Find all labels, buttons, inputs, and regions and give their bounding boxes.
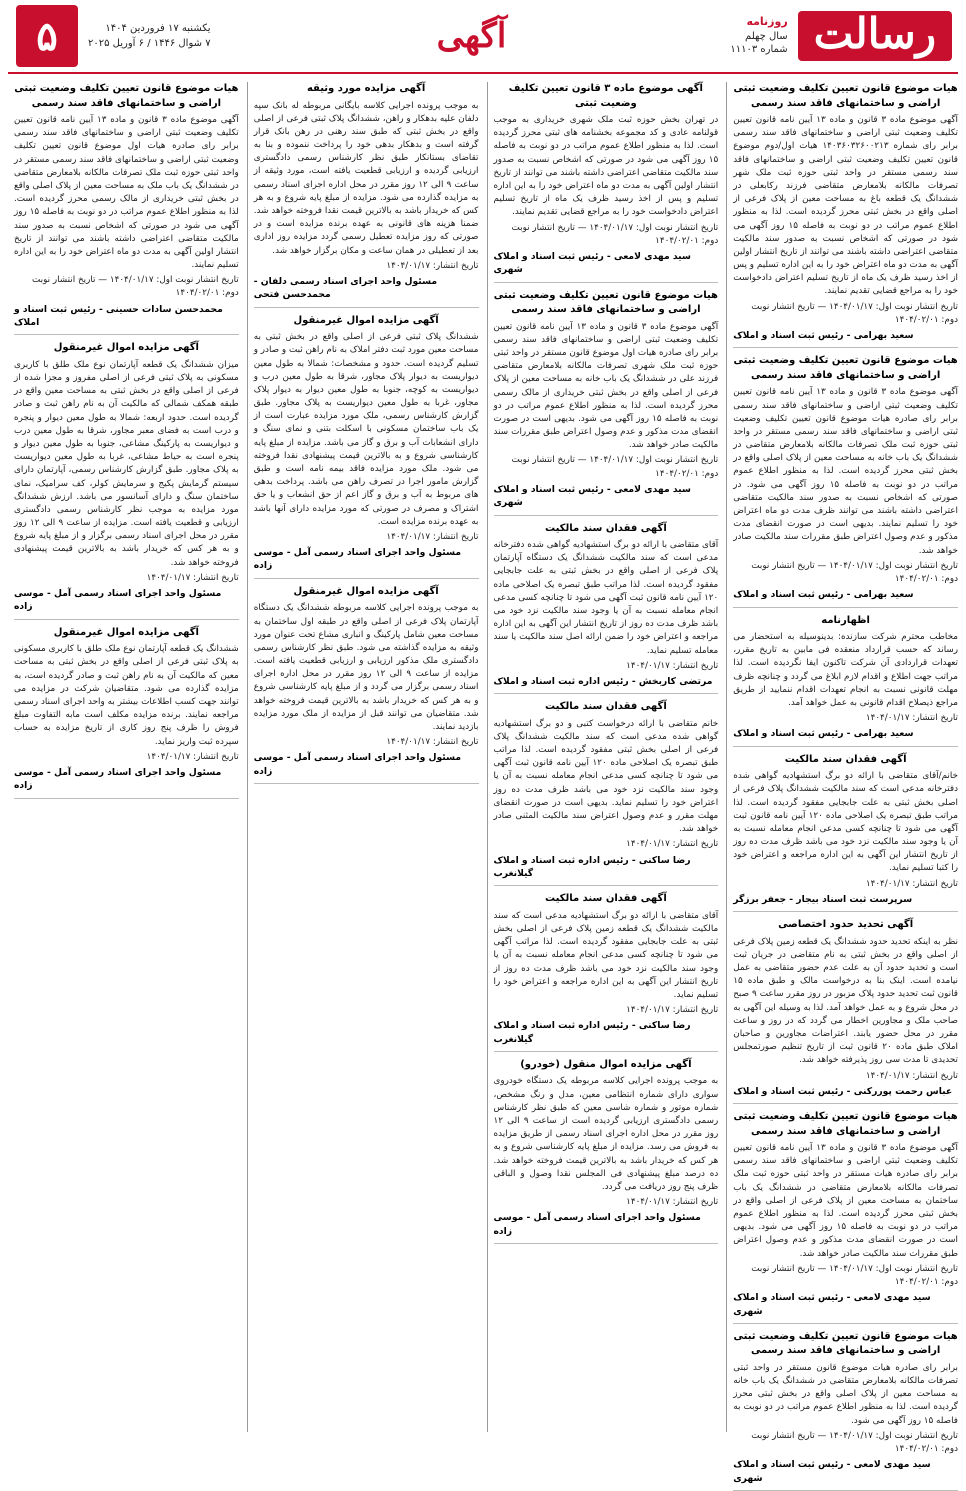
date-lines bbox=[88, 21, 211, 51]
notice-dates: تاریخ انتشار: ۱۴۰۴/۰۱/۱۷ bbox=[865, 1070, 958, 1081]
notice-dates: تاریخ انتشار نوبت اول: ۱۴۰۴/۰۱/۱۷ — تاریخ انتشار نوبت دوم: ۱۴۰۴/۰۲/۰۱ bbox=[511, 455, 719, 479]
notice-dates: تاریخ انتشار: ۱۴۰۴/۰۱/۱۷ bbox=[146, 751, 239, 762]
notice bbox=[733, 354, 958, 607]
notice-dates: تاریخ انتشار: ۱۴۰۴/۰۱/۱۷ bbox=[626, 1197, 719, 1208]
notice-body: به موجب پرونده اجرایی کلاسه مربوطه ششدانگ یک دستگاه آپارتمان پلاک فرعی از اصلی واقع در طبقه اول ساختمان به مساحت معین شامل پارکینگ و انباری مشاع تحت عنوان مورد وثیقه به مزایده گذاشته می شود. طبق نظر کارشناس رسمی دادگستری ملک مذکور ارزیابی و ارزیابی قطعیت یافته است. مزایده از ساعت ۹ الی ۱۲ روز مقرر در محل اداره اجرای اسناد رسمی برگزار می گردد و از مبلغ پایه کارشناسی شروع و به هر کس که خریدار باشد به بالاترین قیمت فروخته خواهد شد. متقاضیان می توانند قبل از مزایده از ملک مورد مزایده بازدید نمایند. bbox=[253, 603, 479, 732]
notice-signature: رضا ساکنی - رئیس اداره ثبت اسناد و املاک گیلانغرب bbox=[493, 1020, 691, 1045]
notice-dates: تاریخ انتشار: ۱۴۰۴/۰۱/۱۷ bbox=[146, 572, 239, 583]
notice-signature: سعید بهرامی - رئیس ثبت اسناد و املاک bbox=[733, 728, 914, 740]
notice bbox=[14, 82, 239, 335]
notice-signature: سید مهدی لامعی - رئیس ثبت اسناد و املاک شهری bbox=[733, 1459, 931, 1484]
notice-title: آگهی مزایده مورد وثیقه bbox=[306, 83, 426, 94]
notice bbox=[733, 918, 958, 1104]
notice-body: آگهی موضوع ماده ۳ قانون و ماده ۱۳ آیین نامه قانون تعیین تکلیف وضعیت ثبتی اراضی و ساختمانهای فاقد سند رسمی برابر رای صادره هیات اول موضوع قانون مستقر در واحد ثبتی حوزه ثبت ملک شهری تصرفات مالکانه بلامعارض متقاضی فرزند علی در ششدانگ یک باب خانه به مساحت معین از پلاک فرعی از اصلی واقع در بخش ثبتی خریداری از مالک رسمی محرز گردیده است. لذا به منظور اطلاع عموم مراتب در دو نوبت به فاصله ۱۵ روز آگهی می شود. بدیهی است در صورت انقضای مدت مذکور و عدم وصول اعتراض طبق مقررات سند مالکیت صادر خواهد شد. bbox=[493, 321, 719, 451]
ad-column bbox=[487, 82, 719, 1432]
notice bbox=[733, 1110, 958, 1324]
section-title: آگهی bbox=[436, 16, 507, 56]
notice-dates: تاریخ انتشار: ۱۴۰۴/۰۱/۱۷ bbox=[626, 839, 719, 850]
notice-body: به موجب پرونده اجرایی کلاسه بایگانی مربوطه له بانک سپه دلفان علیه بدهکار و راهن، ششدانگ پلاک ثبتی فرعی از اصلی واقع در بخش ثبتی که طبق سند رهنی در رهن بانک قرار گرفته است و بدهکار بدهی خود را پرداخت ننموده و بنا به تقاضای بستانکار طبق نظر کارشناس رسمی دادگستری ارزیابی گردیده و ارزیابی قطعیت یافته است، مورد وثیقه از ساعت ۹ الی ۱۲ روز مقرر در محل اداره اجرای اسناد رسمی به مزایده گذارده می شود. مزایده از مبلغ پایه شروع و به هر کس که خریدار باشد به بالاترین قیمت نقدا فروخته خواهد شد. ضمنا هزینه های قانونی به عهده برنده مزایده است و در صورتی که روز مزایده تعطیل رسمی گردد مزایده روز اداری بعد از تعطیلی در همان ساعت و مکان برگزار خواهد شد. bbox=[253, 100, 479, 256]
notice bbox=[254, 82, 479, 308]
notice-title: آگهی فقدان سند مالکیت bbox=[544, 522, 667, 534]
notice-dates: تاریخ انتشار نوبت اول: ۱۴۰۴/۰۱/۱۷ — تاریخ انتشار نوبت دوم: ۱۴۰۴/۰۲/۰۱ bbox=[751, 1263, 958, 1287]
notice-title: هیات موضوع قانون تعیین تکلیف وضعیت ثبتی اراضی و ساختمانهای فاقد سند رسمی bbox=[733, 83, 958, 109]
notice-body: میزان ششدانگ یک قطعه آپارتمان نوع ملک طلق با کاربری مسکونی به پلاک ثبتی فرعی از اصلی مفروز و مجزا شده از فرعی از اصلی واقع در بخش ثبتی به مساحت معین واقع در طبقه همکف شمالی که مالکیت آن به نام راهن ثبت و صادر گردیده است. حدود اربعه: شمالا به طول معین دیوار و پنجره و درب است به فضای معبر مجاور، شرقا به طول معین درب و دیواریست به پارکینگ مشاعی، جنوبا به طول معین دیوار و پنجره است به حیاط مشاعی، غربا به طول معین دیواریست به پلاک مجاور. طبق گزارش کارشناس رسمی، آپارتمان دارای سیستم گرمایش پکیج و سرمایش کولر، کف سرامیک، نمای ساختمان سنگ و دارای آسانسور می باشد. ارزش ششدانگ مورد مزایده به موجب نظر کارشناس رسمی دادگستری ارزیابی و قطعیت یافته است. مزایده از ساعت ۹ الی ۱۲ روز مقرر در محل اجرای اسناد رسمی برگزار و از مبلغ پایه شروع و به هر کس که خریدار باشد به بالاترین قیمت پیشنهادی فروخته خواهد شد. bbox=[14, 359, 239, 568]
notice-title: آگهی مزایده اموال غیرمنقول bbox=[293, 585, 439, 597]
notice-title: آگهی فقدان سند مالکیت bbox=[544, 893, 667, 905]
notice-title: آگهی مزایده اموال منقول (خودرو) bbox=[520, 1058, 692, 1070]
notice bbox=[733, 82, 958, 348]
notice-title: هیات موضوع قانون تعیین تکلیف وضعیت ثبتی اراضی و ساختمانهای فاقد سند رسمی bbox=[733, 1111, 958, 1137]
notice-body: آگهی موضوع ماده ۳ قانون و ماده ۱۳ آیین نامه قانون تعیین تکلیف وضعیت ثبتی اراضی و ساختمانهای فاقد سند رسمی برابر رای صادره هیات مستقر در واحد ثبتی حوزه ثبت ملک تصرفات مالکانه بلامعارض متقاضی در ششدانگ یک باب ساختمان به مساحت معین از پلاک فرعی از اصلی واقع در بخش ثبتی محرز گردیده است. لذا به منظور اطلاع عموم مراتب در دو نوبت به فاصله ۱۵ روز آگهی می شود. بدیهی است در صورت انقضای مدت مذکور و عدم وصول اعتراض طبق مقررات سند مالکیت صادر خواهد شد. bbox=[733, 1143, 958, 1259]
notice-title: هیات موضوع قانون تعیین تکلیف وضعیت ثبتی اراضی و ساختمانهای فاقد سند رسمی bbox=[733, 1330, 958, 1357]
notice-body: در تهران بخش حوزه ثبت ملک شهری خریداری به موجب قولنامه عادی و کد مجموعه بخشنامه های ثبتی محرز گردیده است. لذا به منظور اطلاع عموم مراتب در دو نوبت به فاصله ۱۵ روز آگهی می شود در صورتی که اشخاص نسبت به صدور سند مالکیت متقاضی اعتراضی داشته باشند می توانند از تاریخ انتشار اولین آگهی به مدت دو ماه اعتراض خود را به این اداره تسلیم و پس از اخذ رسید ظرف یک ماه از تاریخ تسلیم اعتراض دادخواست خود را به مراجع قضایی تقدیم نمایند. bbox=[493, 115, 719, 218]
notice-signature: مسئول واحد اجرای اسناد رسمی آمل - موسی زاده bbox=[253, 752, 462, 777]
notice-body: آقای متقاضی با ارائه دو برگ استشهادیه گواهی شده دفترخانه مدعی است که سند مالکیت ششدانگ یک دستگاه آپارتمان پلاک فرعی از اصلی واقع در بخش ثبتی به علت جابجایی مفقود گردیده است. لذا مراتب طبق تبصره یک اصلاحی ماده ۱۲۰ آیین نامه قانون ثبت آگهی می شود تا چنانچه کسی مدعی انجام معامله نسبت به آن یا وجود سند مالکیت نزد خود می باشد ظرف مدت ده روز از تاریخ انتشار این آگهی به این اداره مراجعه و اعتراض خود را ضمن ارائه اصل سند مالکیت یا سند معامله تسلیم نماید. bbox=[493, 540, 719, 656]
brand-block bbox=[724, 0, 958, 72]
notice-body: مخاطب محترم شرکت سازنده: بدینوسیله به استحضار می رساند که حسب قرارداد منعقده فی مابین به تاریخ مقرر، تعهدات قراردادی آن شرکت تاکنون ایفا نگردیده است. لذا مراتب جهت اطلاع و اقدام لازم ابلاغ می گردد و چنانچه ظرف مهلت قانونی نسبت به انجام تعهدات اقدام ننمایید از طریق مراجع ذیصلاح اقدام قانونی به عمل خواهد آمد. bbox=[733, 632, 958, 708]
notice-signature: عباس رحمت پوررکنی - رئیس ثبت اسناد و املاک bbox=[733, 1085, 953, 1097]
notice-title: آگهی مزایده اموال غیرمنقول bbox=[53, 626, 199, 638]
notice-body: آقای متقاضی با ارائه دو برگ استشهادیه مدعی است که سند مالکیت ششدانگ یک قطعه زمین پلاک فرعی از اصلی بخش ثبتی به علت جابجایی مفقود گردیده است. لذا مراتب آگهی می شود تا چنانچه کسی مدعی انجام معامله نسبت به آن یا وجود سند مالکیت نزد خود می باشد ظرف مدت ده روز از تاریخ انتشار این آگهی به این اداره مراجعه و اعتراض خود را تسلیم نماید. bbox=[493, 910, 719, 1000]
notice-signature: رضا ساکنی - رئیس اداره ثبت اسناد و املاک گیلانغرب bbox=[493, 854, 691, 879]
notice-dates: تاریخ انتشار: ۱۴۰۴/۰۱/۱۷ bbox=[386, 260, 479, 271]
notice-signature: سرپرست ثبت اسناد بیجار - جعفر برزگر bbox=[733, 893, 913, 905]
notice-signature: سید مهدی لامعی - رئیس ثبت اسناد و املاک شهری bbox=[493, 250, 691, 276]
notice-signature: سعید بهرامی - رئیس ثبت اسناد و املاک bbox=[733, 330, 914, 341]
notice bbox=[254, 585, 479, 784]
notice-dates: تاریخ انتشار نوبت اول: ۱۴۰۴/۰۱/۱۷ — تاریخ انتشار نوبت دوم: ۱۴۰۴/۰۲/۰۱ bbox=[751, 1430, 958, 1454]
notice-body: به موجب پرونده اجرایی کلاسه مربوطه یک دستگاه خودروی سواری دارای شماره انتظامی معین، مدل و رنگ مشخص، شماره موتور و شماره شاسی معین که طبق نظر کارشناس رسمی دادگستری ارزیابی گردیده است از ساعت ۹ الی ۱۲ روز مقرر در محل اداره اجرای اسناد رسمی از طریق مزایده به فروش می رسد. مزایده از مبلغ پایه کارشناسی شروع و به هر کس که خریدار باشد به بالاترین قیمت فروخته خواهد شد. ده درصد مبلغ پیشنهادی فی المجلس نقدا وصول و الباقی ظرف پنج روز دریافت می گردد. bbox=[493, 1076, 719, 1192]
notice-body: آگهی موضوع ماده ۳ قانون و ماده ۱۳ آیین نامه قانون تعیین تکلیف وضعیت ثبتی اراضی و ساختمانهای فاقد سند رسمی برابر رای شماره ۱۴۰۳۶۰۳۲۶۰۰۲۱۳ هیات اول/دوم موضوع قانون تعیین تکلیف وضعیت ثبتی اراضی و ساختمانهای فاقد سند رسمی مستقر در واحد ثبتی حوزه ثبت ملک شهر تصرفات مالکانه بلامعارض متقاضی فرزند رکابعلی در ششدانگ یک قطعه باغ به مساحت معین از پلاک فرعی از اصلی واقع در بخش ثبتی محرز گردیده است. لذا به منظور اطلاع عموم مراتب در دو نوبت به فاصله ۱۵ روز آگهی می شود در صورتی که اشخاص نسبت به صدور سند مالکیت متقاضی اعتراضی داشته باشند می توانند از تاریخ انتشار اولین آگهی به مدت دو ماه اعتراض خود را به این اداره تسلیم و پس از اخذ رسید ظرف یک ماه از تاریخ تسلیم اعتراض دادخواست خود را به مراجع قضایی تقدیم نمایند. bbox=[733, 115, 958, 297]
notice-signature: مسئول واحد اجرای اسناد رسمی آمل - موسی زاده bbox=[493, 1212, 701, 1237]
notice bbox=[494, 700, 719, 886]
date-other: ۷ شوال ۱۴۴۶ / ۶ آوریل ۲۰۲۵ bbox=[88, 38, 211, 49]
notice bbox=[494, 892, 719, 1052]
notice-body: خانم متقاضی با ارائه درخواست کتبی و دو برگ استشهادیه گواهی شده مدعی است که سند مالکیت ششدانگ پلاک فرعی از اصلی بخش ثبتی مفقود گردیده است. لذا مراتب طبق تبصره یک اصلاحی ماده ۱۲۰ آیین نامه قانون ثبت آگهی می شود تا چنانچه کسی مدعی انجام معامله نسبت به آن یا وجود سند مالکیت نزد خود می باشد ظرف مدت ده روز اعتراض خود را تسلیم نماید. بدیهی است در صورت انقضای مهلت مقرر و عدم وصول اعتراض سند مالکیت المثنی صادر خواهد شد. bbox=[493, 718, 719, 835]
ad-column bbox=[8, 82, 239, 1432]
notice-dates: تاریخ انتشار: ۱۴۰۴/۰۱/۱۷ bbox=[386, 737, 479, 748]
notice-body: ششدانگ پلاک ثبتی فرعی از اصلی واقع در بخش ثبتی به مساحت معین مورد ثبت دفتر املاک به نام راهن ثبت و صادر و تسلیم گردیده است. حدود و مشخصات: شمالا به طول معین دیواریست به دیوار پلاک مجاور، شرقا به طول معین درب و دیواریست به کوچه، جنوبا به طول معین دیوار به دیوار پلاک مجاور، غربا به طول معین دیواریست به پلاک مجاور. طبق گزارش کارشناس رسمی، ملک مورد مزایده عبارت است از یک باب ساختمان مسکونی با اسکلت بتنی و نمای سنگ و دارای انشعابات آب و برق و گاز می باشد. مزایده از مبلغ پایه کارشناسی شروع و به بالاترین قیمت پیشنهادی نقدا فروخته می شود. ملک مورد مزایده فاقد بیمه نامه است و طبق گزارش مامور اجرا در تصرف راهن می باشد. پرداخت بدهی های مربوط به آب و برق و گاز اعم از حق انشعاب و یا حق اشتراک و مصرف در صورتی که مورد مزایده دارای آنها باشد به عهده برنده مزایده است. bbox=[253, 332, 479, 527]
notice-signature: سید مهدی لامعی - رئیس ثبت اسناد و املاک شهری bbox=[493, 483, 691, 509]
notice-title: هیات موضوع قانون تعیین تکلیف وضعیت ثبتی اراضی و ساختمانهای فاقد سند رسمی bbox=[733, 355, 958, 381]
date-persian: یکشنبه ۱۷ فروردین ۱۴۰۴ bbox=[105, 23, 211, 34]
notice-body: خانم/آقای متقاضی با ارائه دو برگ استشهادیه گواهی شده دفترخانه مدعی است که سند مالکیت ششدانگ پلاک فرعی از اصلی بخش ثبتی به علت جابجایی مفقود گردیده است. لذا مراتب طبق تبصره یک اصلاحی ماده ۱۲۰ آیین نامه قانون ثبت آگهی می شود تا چنانچه کسی مدعی انجام معامله نسبت به آن یا وجود سند مالکیت نزد خود می باشد ظرف مدت ده روز از تاریخ انتشار این آگهی به این اداره مراجعه و اعتراض خود را کتبا تسلیم نماید. bbox=[733, 771, 958, 874]
notice-body: آگهی موضوع ماده ۳ قانون و ماده ۱۳ آیین نامه قانون تعیین تکلیف وضعیت ثبتی اراضی و ساختمانهای فاقد سند رسمی برابر رای صادره هیات موضوع قانون تعیین تکلیف وضعیت ثبتی اراضی و ساختمانهای فاقد سند رسمی مستقر در واحد ثبتی حوزه ثبت ملک تصرفات مالکانه بلامعارض متقاضی در ششدانگ یک باب خانه به مساحت معین از پلاک اصلی واقع در بخش ثبتی محرز گردیده است. لذا به منظور اطلاع عموم مراتب در دو نوبت به فاصله ۱۵ روز آگهی می شود. در صورتی که اشخاص نسبت به صدور سند مالکیت متقاضی اعتراضی داشته باشند می توانند ظرف مدت دو ماه اعتراض خود را تسلیم نمایند. بدیهی است در صورت انقضای مدت مذکور و عدم وصول اعتراض طبق مقررات سند مالکیت صادر خواهد شد. bbox=[733, 387, 958, 556]
notice bbox=[733, 753, 958, 913]
issue-meta bbox=[730, 15, 787, 57]
notice-dates: تاریخ انتشار: ۱۴۰۴/۰۱/۱۷ bbox=[865, 713, 958, 724]
notice-dates: تاریخ انتشار: ۱۴۰۴/۰۱/۱۷ bbox=[626, 1005, 719, 1016]
notice-title: آگهی تحدید حدود اختصاصی bbox=[778, 919, 914, 931]
notice-signature: مرتضی کاربخش - رئیس اداره ثبت اسناد و املاک bbox=[493, 675, 713, 687]
notice-dates: تاریخ انتشار: ۱۴۰۴/۰۱/۱۷ bbox=[626, 660, 719, 671]
notice-signature: مسئول واحد اجرای اسناد رسمی آمل - موسی زاده bbox=[14, 588, 222, 613]
notice-title: آگهی مزایده اموال غیرمنقول bbox=[293, 314, 439, 326]
section-title-block bbox=[219, 0, 725, 72]
notice-signature: مسئول واحد اجرای اسناد رسمی آمل - موسی زاده bbox=[14, 766, 222, 792]
newspaper-logo: رسالت bbox=[798, 11, 952, 61]
issue-label: شماره ۱۱۱۰۳ bbox=[730, 44, 788, 56]
notice-title: هیات موضوع قانون تعیین تکلیف وضعیت ثبتی اراضی و ساختمانهای فاقد سند رسمی bbox=[493, 289, 718, 316]
notice-dates: تاریخ انتشار نوبت اول: ۱۴۰۴/۰۱/۱۷ — تاریخ انتشار نوبت دوم: ۱۴۰۴/۰۲/۰۱ bbox=[511, 222, 719, 246]
notice bbox=[254, 314, 479, 579]
notice-body: ششدانگ یک قطعه آپارتمان نوع ملک طلق با کاربری مسکونی به پلاک ثبتی فرعی از اصلی واقع در بخش ثبتی به مساحت معین که مالکیت آن به نام راهن ثبت و صادر گردیده است، به مزایده گذارده می شود. متقاضیان شرکت در مزایده می توانند جهت کسب اطلاعات بیشتر به واحد اجرای اسناد رسمی مراجعه نمایند. برنده مزایده مکلف است مابه التفاوت مبلغ فروش را ظرف پنج روز کاری از تاریخ مزایده به حساب سپرده ثبت واریز نماید. bbox=[14, 644, 239, 747]
notice-body: آگهی موضوع ماده ۳ قانون و ماده ۱۳ آیین نامه قانون تعیین تکلیف وضعیت ثبتی اراضی و ساختمانهای فاقد سند رسمی برابر رای صادره هیات اول موضوع قانون تعیین تکلیف وضعیت ثبتی اراضی و ساختمانهای فاقد سند رسمی مستقر در واحد ثبتی حوزه ثبت ملک تصرفات مالکانه بلامعارض متقاضی در ششدانگ یک باب ملک به مساحت معین از پلاک اصلی واقع در بخش ثبتی خریداری از مالک رسمی محرز گردیده است. لذا به منظور اطلاع عموم مراتب در دو نوبت به فاصله ۱۵ روز آگهی می شود در صورتی که اشخاص نسبت به صدور سند مالکیت متقاضی اعتراضی داشته باشند می توانند از تاریخ انتشار اولین آگهی به مدت دو ماه اعتراض خود را به این اداره تسلیم نمایند. bbox=[14, 115, 239, 271]
notice-signature: مسئول واحد اجرای اسناد رسمی دلفان - محمدحسن فتحی bbox=[253, 275, 438, 301]
notice bbox=[494, 82, 719, 283]
notice-title: آگهی موضوع ماده ۳ قانون تعیین تکلیف وضعیت ثبتی bbox=[508, 83, 703, 109]
notice-dates: تاریخ انتشار نوبت اول: ۱۴۰۴/۰۱/۱۷ — تاریخ انتشار نوبت دوم: ۱۴۰۴/۰۲/۰۱ bbox=[31, 275, 239, 299]
date-block bbox=[8, 0, 219, 72]
ad-column bbox=[726, 82, 959, 1484]
notice bbox=[494, 522, 719, 695]
notice-title: هیات موضوع قانون تعیین تکلیف وضعیت ثبتی اراضی و ساختمانهای فاقد سند رسمی bbox=[14, 83, 239, 109]
notice-title: اظهارنامه bbox=[821, 614, 870, 626]
ads-columns bbox=[8, 74, 959, 1484]
notice-dates: تاریخ انتشار نوبت اول: ۱۴۰۴/۰۱/۱۷ — تاریخ انتشار نوبت دوم: ۱۴۰۴/۰۲/۰۱ bbox=[751, 560, 958, 584]
notice bbox=[733, 1330, 958, 1491]
masthead bbox=[8, 0, 958, 74]
ad-column bbox=[247, 82, 479, 1432]
notice bbox=[14, 626, 239, 799]
notice-signature: محمدحسن سادات حسینی - رئیس ثبت اسناد و املاک bbox=[14, 303, 223, 328]
page-number: ۵ bbox=[16, 5, 78, 67]
notice bbox=[733, 614, 958, 747]
notice-dates: تاریخ انتشار: ۱۴۰۴/۰۱/۱۷ bbox=[865, 878, 958, 889]
notice-signature: مسئول واحد اجرای اسناد رسمی آمل - موسی زاده bbox=[253, 547, 462, 572]
notice-title: آگهی فقدان سند مالکیت bbox=[784, 753, 907, 765]
notice-signature: سعید بهرامی - رئیس ثبت اسناد و املاک bbox=[733, 589, 914, 601]
newspaper-type: روزنامه bbox=[746, 15, 788, 29]
notice bbox=[494, 1058, 719, 1244]
notice bbox=[14, 341, 239, 619]
notice-dates: تاریخ انتشار نوبت اول: ۱۴۰۴/۰۱/۱۷ — تاریخ انتشار نوبت دوم: ۱۴۰۴/۰۲/۰۱ bbox=[751, 301, 958, 325]
notice-body: نظر به اینکه تحدید حدود ششدانگ یک قطعه زمین پلاک فرعی از اصلی واقع در بخش ثبتی به نام متقاضی در جریان ثبت است و تحدید حدود آن به علت عدم حضور متقاضی به عمل نیامده است. اینک بنا به درخواست مالک و طبق ماده ۱۵ قانون ثبت تحدید حدود پلاک مزبور در روز مقرر ساعت ۹ صبح در محل شروع و به عمل خواهد آمد. لذا به وسیله این آگهی به صاحب ملک و مجاورین اخطار می گردد که در روز و ساعت مقرر در محل حضور یابند. اعتراضات مجاورین و صاحبان املاک طبق ماده ۲۰ قانون ثبت از تاریخ تنظیم صورتمجلس تحدیدی تا مدت سی روز پذیرفته خواهد شد. bbox=[733, 936, 959, 1066]
year-label: سال چهلم bbox=[745, 30, 788, 42]
notice-title: آگهی مزایده اموال غیرمنقول bbox=[53, 342, 199, 354]
notice-title: آگهی فقدان سند مالکیت bbox=[544, 701, 667, 713]
notice-dates: تاریخ انتشار: ۱۴۰۴/۰۱/۱۷ bbox=[386, 531, 479, 542]
notice-body: برابر رای صادره هیات موضوع قانون مستقر در واحد ثبتی تصرفات مالکانه بلامعارض متقاضی در ششدانگ یک باب خانه به مساحت معین از پلاک اصلی واقع در بخش ثبتی محرز گردیده است. لذا به منظور اطلاع عموم مراتب در دو نوبت به فاصله ۱۵ روز آگهی می شود. bbox=[733, 1362, 958, 1426]
notice-signature: سید مهدی لامعی - رئیس ثبت اسناد و املاک شهری bbox=[733, 1292, 931, 1317]
notice bbox=[494, 289, 719, 516]
